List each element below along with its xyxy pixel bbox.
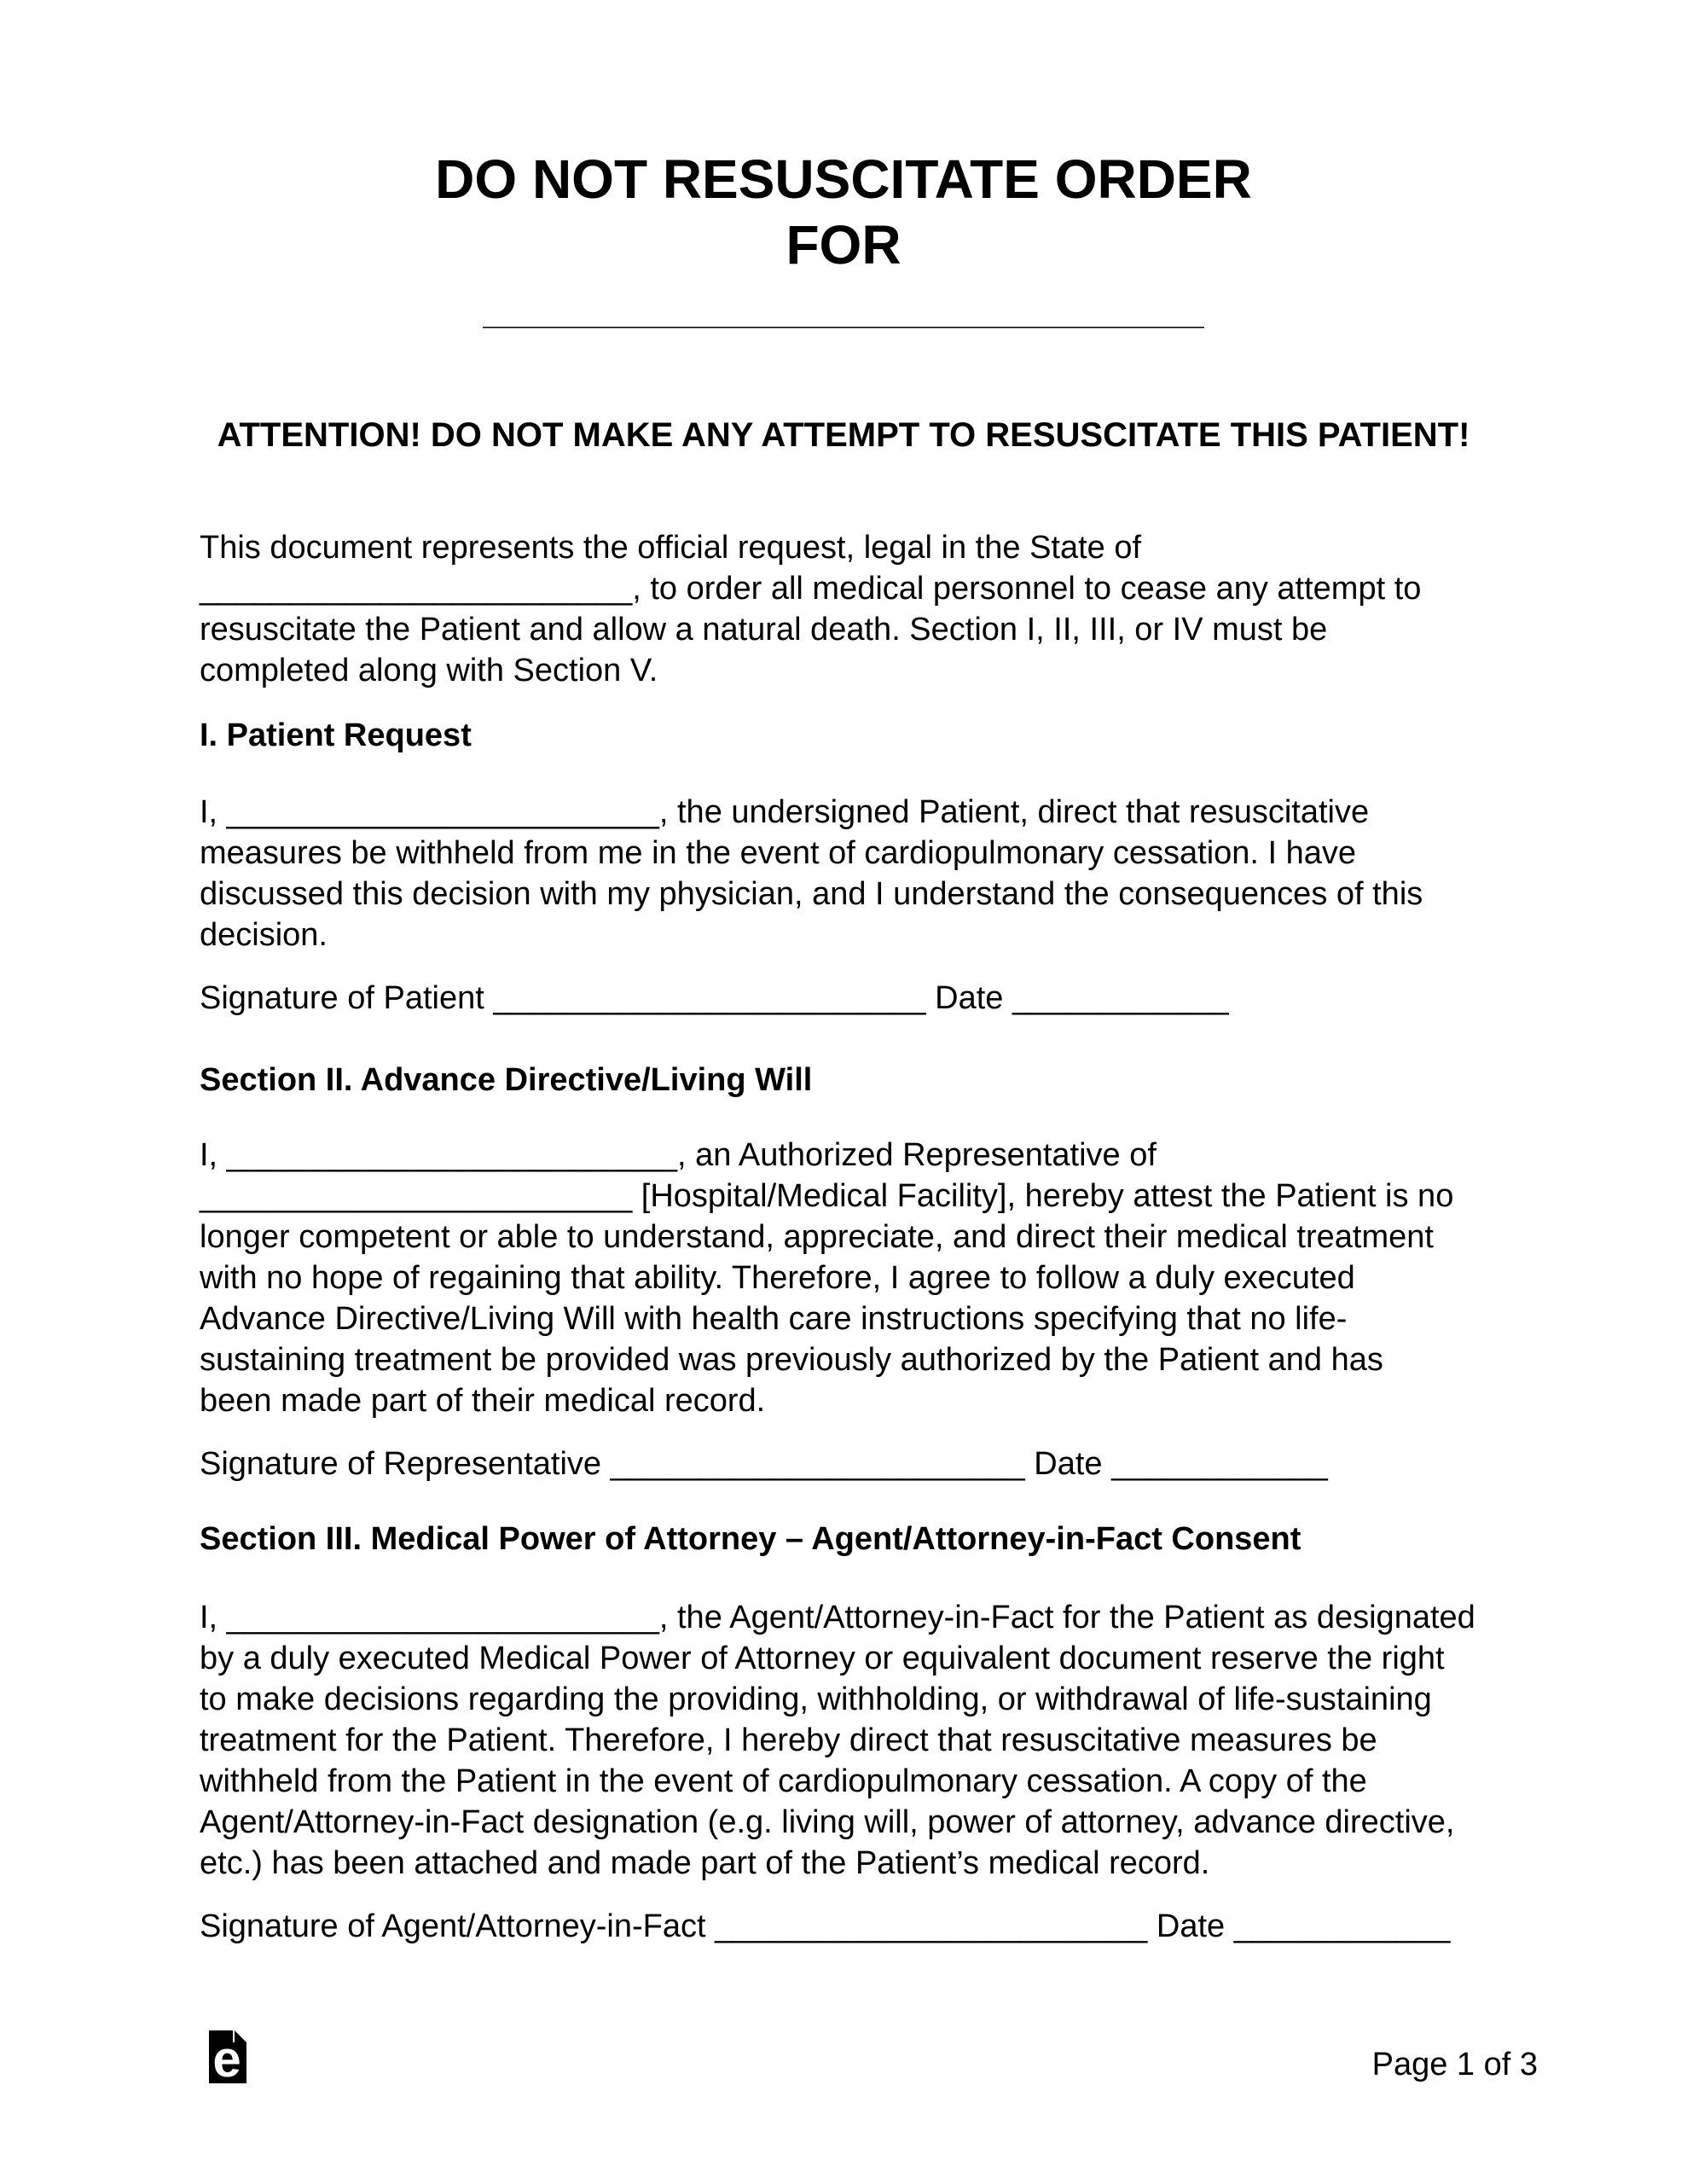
- paragraph-line: I, ________________________, the undersigned Patient, direct that resuscitative: [200, 794, 1370, 830]
- paragraph-line: discussed this decision with my physician, and I understand the consequences of this: [200, 876, 1423, 912]
- date-label: Date: [935, 980, 1004, 1016]
- paragraph-line: decision.: [200, 917, 328, 953]
- signature-label: Signature of Representative: [200, 1446, 602, 1482]
- date-label: Date: [1156, 1908, 1226, 1944]
- section-heading-power-of-attorney: Section III. Medical Power of Attorney – Agent/Attorney-in-Fact Consent: [200, 1521, 1301, 1557]
- paragraph-line: Advance Directive/Living Will with health care instructions specifying that no life-: [200, 1301, 1348, 1337]
- paragraph-line: completed along with Section V.: [200, 653, 658, 688]
- section-heading-advance-directive: Section II. Advance Directive/Living Will: [200, 1062, 813, 1098]
- attention-banner: ATTENTION! DO NOT MAKE ANY ATTEMPT TO RESUSCITATE THIS PATIENT!: [217, 416, 1470, 454]
- signature-label: Signature of Agent/Attorney-in-Fact: [200, 1908, 706, 1944]
- paragraph-line: resuscitate the Patient and allow a natural death. Section I, II, III, or IV must be: [200, 612, 1328, 648]
- paragraph-line: This document represents the official request, legal in the State of: [200, 530, 1142, 566]
- signature-row-patient: [200, 978, 1487, 1019]
- paragraph-line: by a duly executed Medical Power of Attorney or equivalent document reserve the right: [200, 1641, 1445, 1676]
- intro-paragraph: [200, 527, 1487, 691]
- paragraph-line: sustaining treatment be provided was previously authorized by the Patient and has: [200, 1342, 1383, 1378]
- eforms-logo-icon: [209, 2030, 246, 2083]
- section-body-advance-directive: [200, 1135, 1487, 1421]
- section-body-patient-request: [200, 792, 1487, 956]
- paragraph-line: Agent/Attorney-in-Fact designation (e.g. living will, power of attorney, advance directive,: [200, 1804, 1455, 1840]
- date-blank: ____________: [1233, 1908, 1451, 1944]
- section-heading-patient-request: I. Patient Request: [200, 717, 472, 753]
- paragraph-line: etc.) has been attached and made part of the Patient’s medical record.: [200, 1845, 1210, 1881]
- paragraph-line: I, ________________________, the Agent/Attorney-in-Fact for the Patient as designated: [200, 1600, 1475, 1635]
- paragraph-line: with no hope of regaining that ability. Therefore, I agree to follow a duly executed: [200, 1260, 1355, 1296]
- date-blank: ____________: [1111, 1446, 1328, 1482]
- date-blank: ____________: [1012, 980, 1229, 1016]
- paragraph-line: to make decisions regarding the providing, withholding, or withdrawal of life-sustaining: [200, 1682, 1432, 1717]
- signature-blank: ________________________: [715, 1908, 1148, 1944]
- signature-row-agent: [200, 1906, 1487, 1947]
- logo-letter: e: [212, 2030, 241, 2083]
- form-title: [200, 147, 1487, 278]
- signature-row-representative: [200, 1443, 1487, 1484]
- paragraph-line: I, _________________________, an Authorized Representative of: [200, 1137, 1157, 1173]
- section-body-power-of-attorney: [200, 1597, 1487, 1884]
- paragraph-line: withheld from the Patient in the event of cardiopulmonary cessation. A copy of the: [200, 1763, 1367, 1799]
- paragraph-line: longer competent or able to understand, appreciate, and direct their medical treatment: [200, 1219, 1434, 1255]
- form-title-line1: DO NOT RESUSCITATE ORDER: [435, 148, 1252, 210]
- signature-label: Signature of Patient: [200, 980, 484, 1016]
- page-number: Page 1 of 3: [1371, 2047, 1538, 2082]
- paragraph-line: ________________________ [Hospital/Medical Facility], hereby attest the Patient is no: [200, 1178, 1454, 1214]
- patient-name-blank: ________________________________________: [483, 296, 1204, 332]
- paragraph-line: measures be withheld from me in the event of cardiopulmonary cessation. I have: [200, 835, 1357, 871]
- paragraph-line: ________________________, to order all medical personnel to cease any attempt to: [200, 571, 1422, 607]
- signature-blank: ________________________: [493, 980, 926, 1016]
- date-label: Date: [1034, 1446, 1103, 1482]
- signature-blank: _______________________: [610, 1446, 1025, 1482]
- paragraph-line: been made part of their medical record.: [200, 1383, 766, 1419]
- paragraph-line: treatment for the Patient. Therefore, I hereby direct that resuscitative measures be: [200, 1722, 1377, 1758]
- form-title-line2: FOR: [786, 214, 901, 276]
- dnr-form-page: [200, 0, 1487, 2184]
